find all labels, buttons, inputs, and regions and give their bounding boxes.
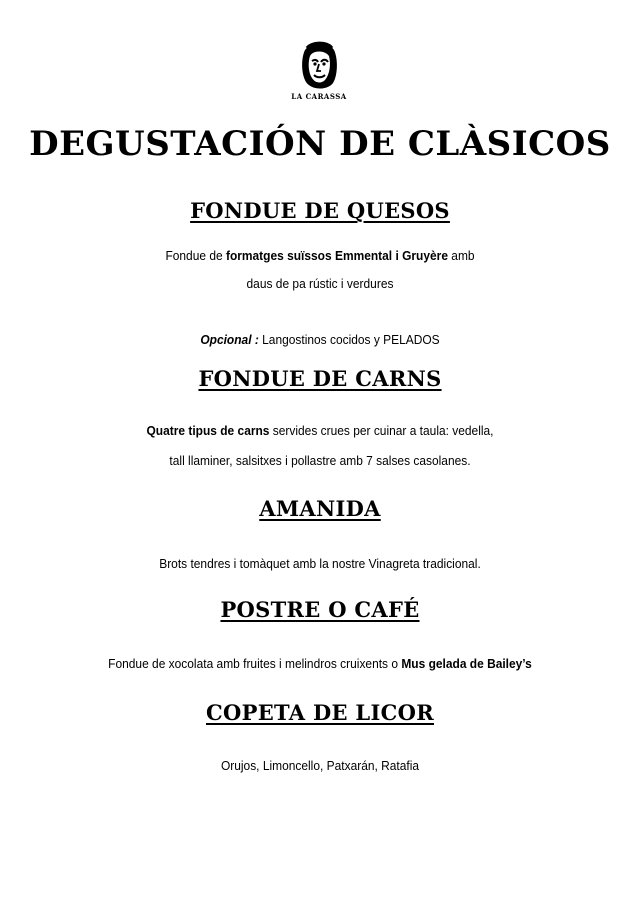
optional-line	[0, 322, 640, 358]
description-line: Orujos, Limoncello, Patxarán, Ratafia	[220, 758, 420, 773]
description-line: Brots tendres i tomàquet amb la nostre Vinagreta tradicional.	[159, 556, 481, 571]
section-fondue-carns-line-2	[0, 443, 640, 479]
section-heading: FONDUE DE CARNS	[198, 366, 442, 391]
description-line: tall llaminer, salsitxes i pollastre amb 7 salses casolanes.	[169, 453, 471, 468]
logo-text: LA CARASSA	[291, 92, 347, 101]
section-heading: AMANIDA	[259, 496, 381, 521]
section-fondue-quesos	[0, 198, 640, 223]
description-line: Fondue de formatges suïssos Emmental i Gruyère amb	[165, 248, 475, 263]
section-heading: COPETA DE LICOR	[206, 700, 434, 725]
description-line: Fondue de xocolata amb fruites i melindros cruixents o Mus gelada de Bailey’s	[108, 656, 532, 671]
menu-title: DEGUSTACIÓN DE CLÀSICOS	[29, 124, 611, 164]
description-line: daus de pa rústic i verdures	[246, 276, 394, 291]
section-copeta-licor-line-1	[0, 748, 640, 784]
section-fondue-carns	[0, 366, 640, 391]
optional-text: Opcional : Langostinos cocidos y PELADOS	[200, 332, 440, 347]
caricature-face-logo-icon	[297, 40, 341, 92]
section-postre-cafe	[0, 597, 640, 622]
section-amanida	[0, 496, 640, 521]
section-copeta-licor	[0, 700, 640, 725]
optional-label: Opcional :	[200, 332, 259, 347]
section-heading: FONDUE DE QUESOS	[190, 198, 450, 223]
section-postre-cafe-line-1	[0, 646, 640, 682]
section-heading: POSTRE O CAFÉ	[220, 597, 420, 622]
description-line: Quatre tipus de carns servides crues per cuinar a taula: vedella,	[146, 423, 494, 438]
section-amanida-line-1	[0, 546, 640, 582]
restaurant-logo	[286, 40, 352, 106]
section-fondue-quesos-line-2	[0, 266, 640, 302]
